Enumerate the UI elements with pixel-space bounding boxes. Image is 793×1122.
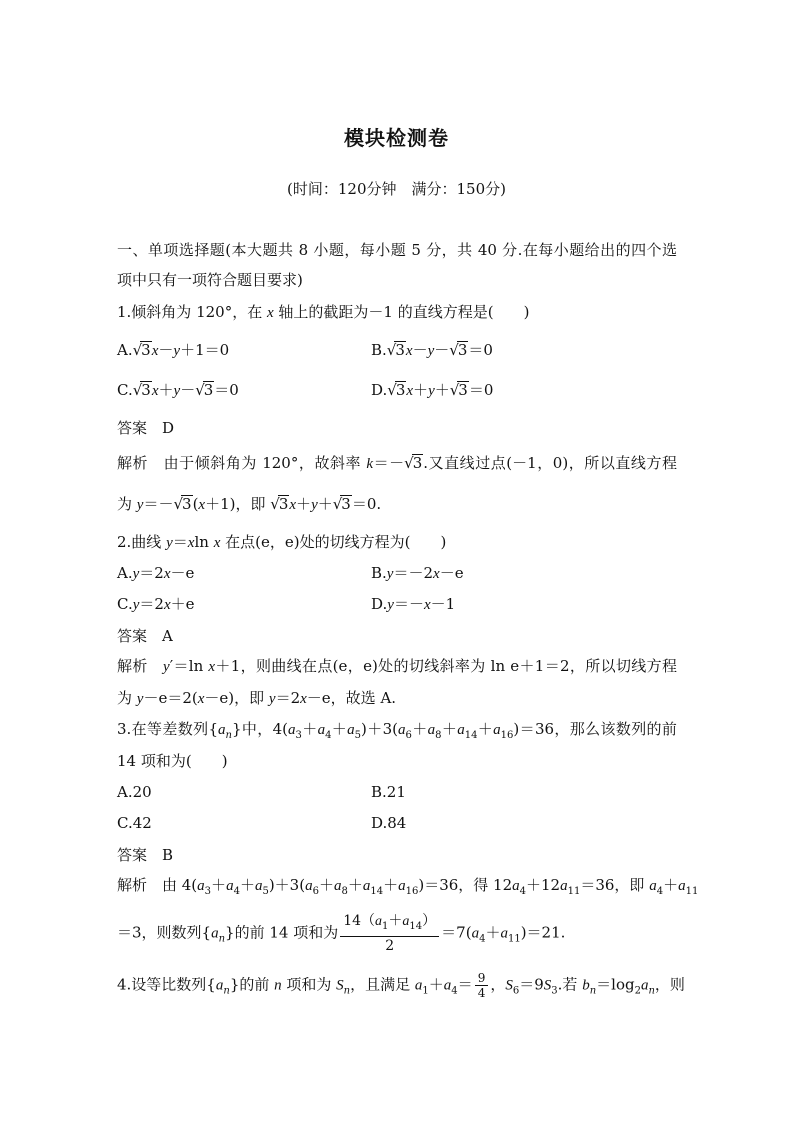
- section-heading-line-1: 一、单项选择题(本大题共 8 小题，每小题 5 分，共 40 分.在每小题给出的四个选: [117, 241, 677, 259]
- option-d: D.√3x＋y＋√3＝0: [371, 381, 494, 399]
- option-a: A.y＝2x－e: [117, 564, 195, 582]
- analysis-line-1: 解析 由于倾斜角为 120°，故斜率 k＝－√3.又直线过点(－1，0)，所以直线方程: [117, 454, 678, 472]
- question-stem-line-1: 4.设等比数列$\{a_n\}$的前 n 项和为 $S_n$，且满足 $a_1+a_4=$ $\frac{9}{4}$ ，$S_6=9S_3$.若 $b_n=\log_2a_n$，则: [117, 971, 685, 1000]
- option-b: B.y＝－2x－e: [371, 564, 464, 582]
- question-stem-line-2: 14 项和为( ): [117, 752, 228, 770]
- option-c: C.√3x＋y－√3＝0: [117, 381, 239, 399]
- question-stem-line-1: 3.在等差数列$\{a_n\}$中，$4(a_3+a_4+a_5)+3(a_6+a_8+a_{14}+a_{16})=36$，那么该数列的前: [117, 720, 677, 741]
- question-stem: 2.曲线 y＝xln x 在点(e，e)处的切线方程为( ): [117, 533, 447, 551]
- analysis-line-1: 解析 y′＝ln x＋1，则曲线在点(e，e)处的切线斜率为 ln e＋1＝2，所以切线方程: [117, 657, 677, 675]
- page-title: 模块检测卷: [344, 126, 449, 150]
- option-d: D.y＝－x－1: [371, 595, 456, 613]
- answer: 答案 D: [117, 419, 175, 437]
- answer: 答案 A: [117, 627, 173, 645]
- option-c: C.42: [117, 814, 152, 832]
- analysis-line-1: 解析 由 $4(a_3+a_4+a_5)+3(a_6+a_8+a_{14}+a_{16})=36$，得 $12a_4+12a_{11}=36$，即 $a_4+a_{11}$: [117, 876, 699, 897]
- option-b: B.√3x－y－√3＝0: [371, 341, 493, 359]
- exam-info: (时间：120分钟 满分：150分): [287, 180, 506, 198]
- question-stem: 1.倾斜角为 120°，在 x 轴上的截距为－1 的直线方程是( ): [117, 303, 530, 321]
- analysis-line-2: 为 y－e＝2(x－e)，即 y＝2x－e，故选 A.: [117, 689, 397, 707]
- answer: 答案 B: [117, 846, 174, 864]
- analysis-line-2: 为 y＝－√3(x＋1)，即 √3x＋y＋√3＝0.: [117, 495, 382, 513]
- section-heading-line-2: 项中只有一项符合题目要求): [117, 271, 303, 289]
- option-c: C.y＝2x＋e: [117, 595, 195, 613]
- analysis-line-2: ＝3，则数列$\{a_n\}$的前 14 项和为 $\frac{14(a_1+a_{14})}{2}$ $=7(a_4+a_{11})=21$.: [117, 913, 566, 954]
- option-b: B.21: [371, 783, 406, 801]
- option-a: A.√3x－y＋1＝0: [117, 341, 230, 359]
- option-a: A.20: [117, 783, 152, 801]
- option-d: D.84: [371, 814, 407, 832]
